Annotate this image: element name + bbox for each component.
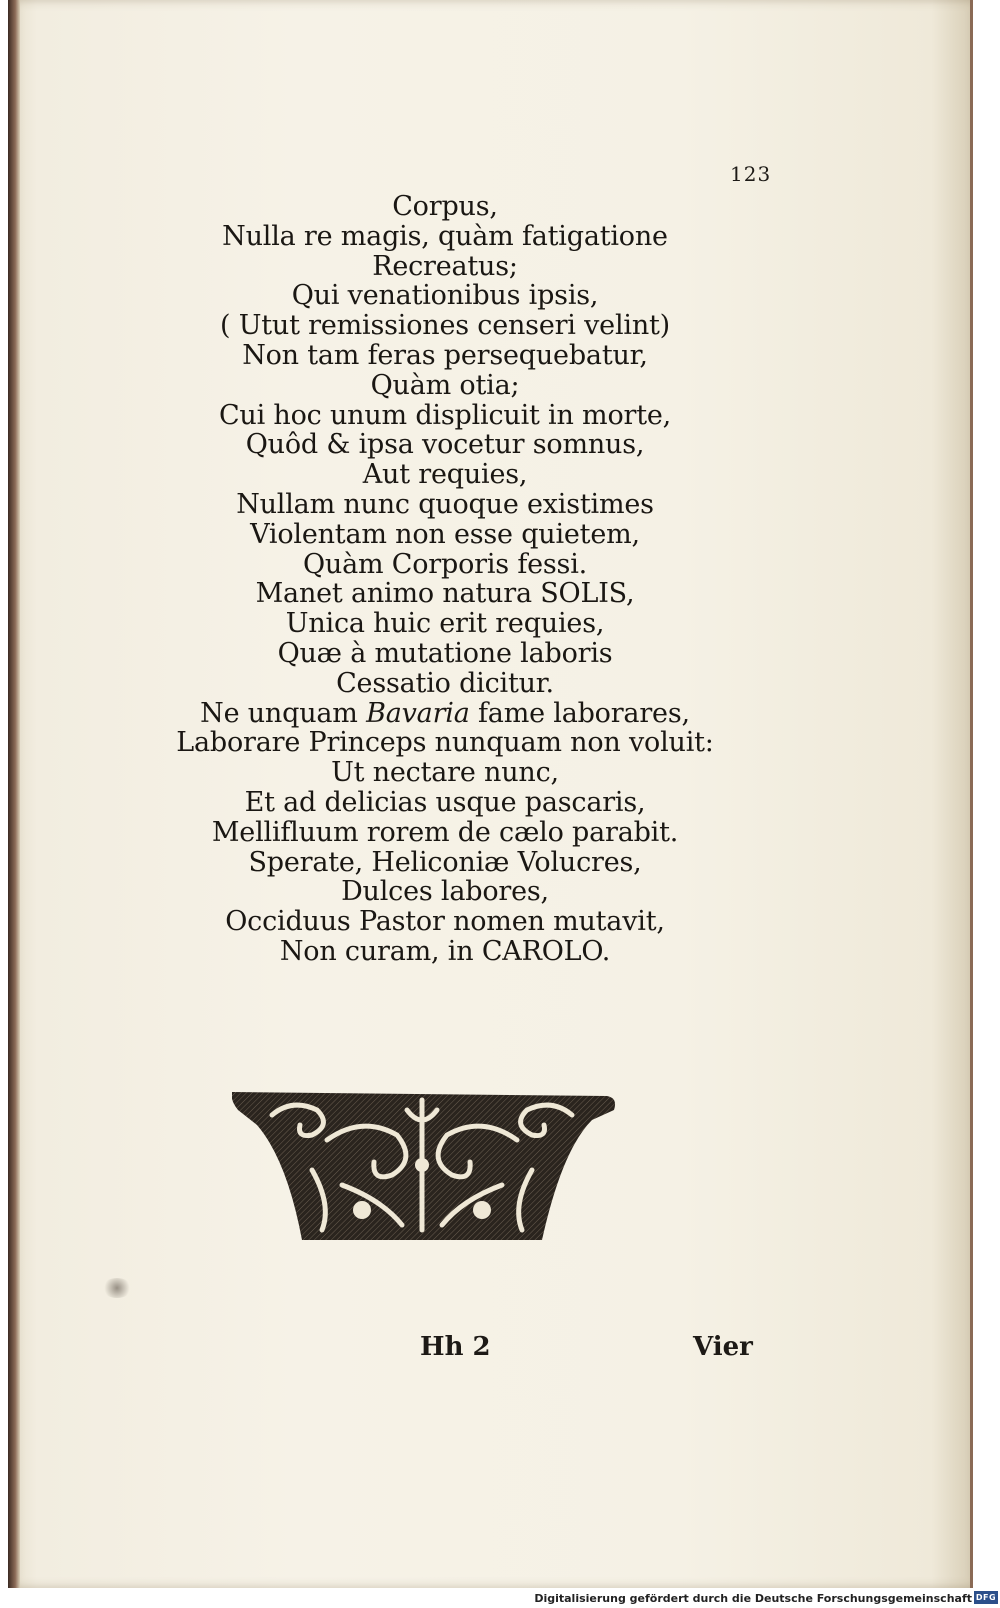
verse-line: Et ad delicias usque pascaris, bbox=[244, 786, 646, 818]
verse-line: Cui hoc unum displicuit in morte, bbox=[218, 399, 672, 431]
verse-line: Quàm otia; bbox=[370, 369, 520, 401]
book-spine bbox=[8, 0, 20, 1588]
baroque-tailpiece-ornament-icon bbox=[232, 1090, 622, 1240]
verse-line: Cessatio dicitur. bbox=[336, 667, 554, 699]
verse-line: Aut requies, bbox=[362, 459, 528, 491]
verse-line: ( Utut remissiones censeri velint) bbox=[220, 310, 670, 342]
verse-block bbox=[110, 192, 780, 967]
digitization-footer bbox=[0, 1588, 1000, 1608]
verse-line: Violentam non esse quietem, bbox=[250, 518, 640, 550]
verse-line: Nullam nunc quoque existimes bbox=[236, 488, 654, 520]
verse-text: fame laborares, bbox=[478, 697, 690, 729]
footer-credit: Digitalisierung gefördert durch die Deutsche Forschungsgemeinschaft bbox=[534, 1592, 972, 1605]
catchword: Vier bbox=[693, 1332, 753, 1362]
signature-mark: Hh 2 bbox=[420, 1332, 491, 1362]
verse-line: Laborare Princeps nunquam non voluit: bbox=[176, 727, 714, 759]
verse-line: Dulces labores, bbox=[341, 876, 549, 908]
verse-line: Quàm Corporis fessi. bbox=[302, 548, 588, 580]
dfg-logo-icon: DFG bbox=[975, 1593, 997, 1602]
page-number: 123 bbox=[730, 162, 772, 186]
verse-italic-word: Bavaria bbox=[366, 697, 470, 729]
verse-line: Quôd & ipsa vocetur somnus, bbox=[245, 429, 645, 461]
verse-line: Qui venationibus ipsis, bbox=[291, 280, 599, 312]
verse-line: Corpus, bbox=[392, 191, 498, 222]
verse-line: Nulla re magis, quàm fatigatione bbox=[222, 220, 668, 252]
verse-line: Non curam, in CAROLO. bbox=[279, 935, 611, 967]
verse-line: Recreatus; bbox=[372, 250, 518, 282]
verse-line: Quæ à mutatione laboris bbox=[277, 637, 613, 669]
verse-text: Ne unquam bbox=[200, 697, 358, 729]
verse-line: Manet animo natura SOLIS, bbox=[255, 578, 635, 610]
verse-line: Occiduus Pastor nomen mutavit, bbox=[225, 906, 665, 938]
verse-line: Unica huic erit requies, bbox=[285, 608, 605, 640]
verse-line-bavaria bbox=[110, 699, 780, 729]
verse-line: Sperate, Heliconiæ Volucres, bbox=[248, 846, 642, 878]
verse-line: Ut nectare nunc, bbox=[331, 757, 559, 789]
verse-line: Non tam feras persequebatur, bbox=[242, 339, 648, 371]
verse-line: Mellifluum rorem de cælo parabit. bbox=[211, 816, 679, 848]
ink-smudge bbox=[102, 1278, 132, 1298]
